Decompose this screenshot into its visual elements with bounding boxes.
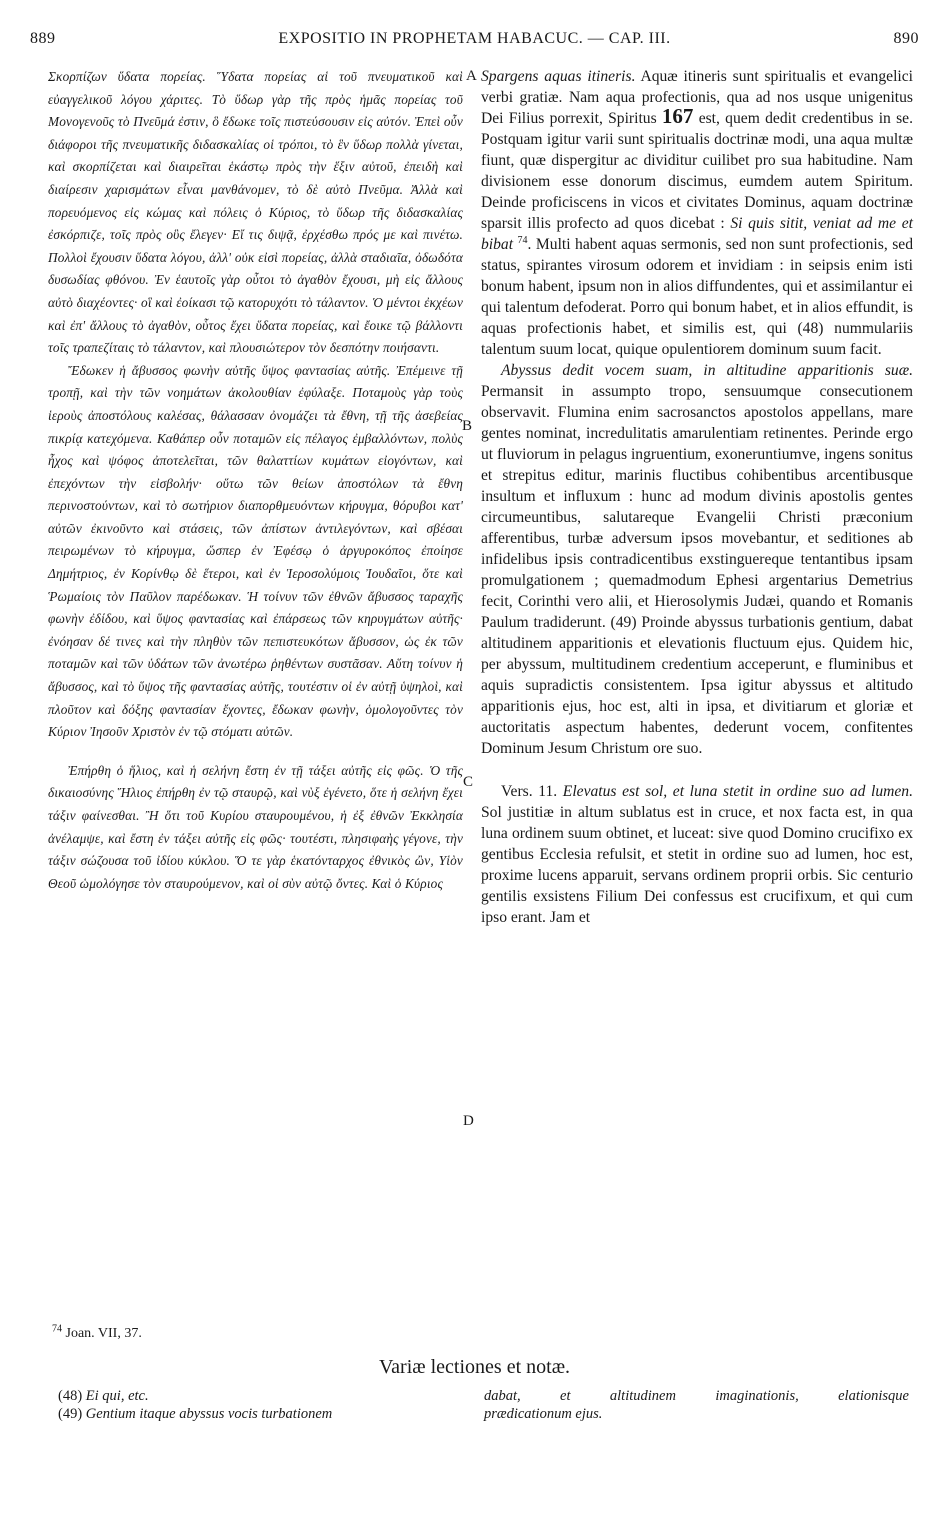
latin-paragraph [481,781,913,928]
running-header [30,30,919,56]
page-number-right: 890 [893,30,919,47]
latin-paragraph [481,360,913,759]
latin-text: Sol justitiæ in altum sublatus est in cruce, et nox facta est, in qua luna ordinem suum obtinet, et luceat: sive quod Domino crucifixo ex gentibus Ecclesia refulsit, et stetit in ordine suo ad lumen, hoc est, proxime lucens apparuit, servans ordinem proprii orbis. Sic centurio gentilis exsistens Filium Dei confessus est crucifixum, et qui cum ipso erant. Jam et [481,804,913,926]
footnote-ref: 74 [517,234,528,246]
margin-marker-b: B [462,418,473,434]
latin-text: . Multi habent aquas sermonis, sed non sunt profectionis, sed status, spirantes virosum odorem et invidiam : in seipsis enim isti bonum habent, ipsum non in alios diffundentes, qui et assimilantur ei qui talentum defoderat. Porro qui bonum habet, et in alios effundit, is aquas profectionis habet, et similis est, qui (48) nummulariis talentum suum locat, quique opulentiorem dominum suum facit. [481,236,913,358]
note-number: (49) [58,1406,83,1422]
latin-quote: Si quis sitit, veniat ad me et bibat [481,215,913,253]
greek-paragraph: Ἔδωκεν ἡ ἄβυσσος φωνὴν αὐτῆς ὕψος φαντασίας αὐτῆς. Ἐπέμεινε τῇ τροπῇ, καὶ τὴν τῶν νοημάτων ἀκολουθίαν ἐφύλαξε. Ποταμοὺς γὰρ τοὺς ἱεροὺς ἀποστόλους καλέσας, θάλασσαν ὀνομάζει τὰ ἔθνη, τῇ τῆς ἀσεβείας πικρίᾳ κατεχόμενα. Καθάπερ οὖν ποταμῶν εἰς πέλαγος ἐμβαλλόντων, πολὺς ἦχος καὶ ψόφος ἀποτελεῖται, τῶν θαλαττίων κυμάτων εἰογόντων, καὶ ἐπεχόντων τὴν εἰσβολήν· οὕτω τῶν θείων ἀποστόλων τὰ ἔθνη περινοστούντων, καὶ τὸ σωτήριον διαπορθμευόντων κήρυγμα, θόρυβοι κατ' αὐτῶν ἐκινοῦντο καὶ στάσεις, τῶν ἀπίστων ἀντιλεγόντων, καὶ σβέσαι πειρωμένων τὸ κήρυγμα, ὥσπερ ἐν Ἐφέσῳ ὁ ἀργυροκόπος ἐποίησε Δημήτριος, ἐν Κορίνθῳ δὲ ἕτεροι, καὶ ἐν Ἱεροσολύμοις Ἰουδαῖοι, ὅτε καὶ Ῥωμαίοις τὸν Παῦλον παρέδωκαν. Ἡ τοίνυν τῶν ἐθνῶν ἄβυσσος ταραχῆς φωνὴν ἐδίδου, καὶ ὕψος φαντασίας καὶ ἐπάρσεως τῶν κηρυγμάτων αὐτῆς· ἐνόησαν δέ τινες καὶ τὴν πληθὺν τῶν πεπιστευκότων ἄβυσσον, ὡς ἐκ τῶν ποταμῶν καὶ τῶν ὑδάτων τῶν ἀνωτέρω ῥηθέντων συστᾶσαν. Αὕτη τοίνυν ἡ ἄβυσσος, καὶ τὸ ὕψος τῆς φαντασίας αὐτῆς, τουτέστιν οἱ ἐν αὐτῇ ὑψηλοὶ, καὶ πλοῦτον καὶ δόξης φαντασίαν ἔχοντες, ἔδωκαν φωνὴν, ὁμολογοῦντες τὸν Κύριον Ἰησοῦν Χριστὸν ἐν τῷ στόματι αὐτῶν. [48,362,463,740]
greek-column [48,66,463,895]
note-text: Gentium itaque abyssus vocis turbationem [85,1406,333,1422]
note-continuation: dabat, et altitudinem imaginationis, elationisque [484,1388,909,1404]
note-49 [58,1405,332,1423]
page-number-left: 889 [30,30,56,47]
note-text: Ei qui, etc. [85,1388,149,1404]
footnote-text: Joan. VII, 37. [62,1326,142,1341]
latin-lemma: Elevatus est sol, et luna stetit in ordine suo ad lumen. [562,783,913,800]
latin-text: Aquæ itineris sunt spiritualis et evangelici verbi gratiæ. Nam aqua profectionis, qua ad nos usque unigenitus Dei Filius porrexit, Spiritus [481,68,913,127]
footnote-number: 74 [52,1323,62,1335]
note-48 [58,1387,149,1405]
latin-paragraph [481,66,913,360]
verse-label: Vers. 11. [501,783,558,800]
latin-text: est, quem dedit credentibus in se. Postquam igitur varii sunt spiritualis doctrinæ modi, una aqua multæ fiunt, quæ dispergitur ac dividitur cuilibet pro sua habitudine. Nam divisionem esse donorum discimus, eumdem autem Spiritum. Deinde proficiscens in vicos et civitates Dominus, aquam doctrinæ sparsit illis profecto ad quos dicebat : [481,110,913,232]
greek-paragraph: Σκορπίζων ὕδατα πορείας. Ὕδατα πορείας αἱ τοῦ πνευματικοῦ καὶ εὐαγγελικοῦ λόγου χάριτες. Τὸ ὕδωρ γὰρ τῆς πρὸς ἡμᾶς πορείας τοῦ Μονογενοῦς τὸ Πνεῦμά ἐστιν, ὃ ἔδωκε τοῖς πιστεύσουσιν εἰς αὐτόν. Ἐπεὶ οὖν διάφοροι τῆς πνευματικῆς διδασκαλίας οἱ τρόποι, τὸ ἓν ὕδωρ πολλὰ γίνεται, καὶ σκορπίζεται καὶ διαιρεῖται ἑκάστῳ πρὸς τὴν ἕξιν αὐτοῦ, ἐπειδὴ καὶ διαίρεσιν χαρισμάτων εἶναι μανθάνομεν, τὸ δὲ αὐτὸ Πνεῦμα. Ἀλλὰ καὶ πορευόμενος εἰς κώμας καὶ πόλεις ὁ Κύριος, τὸ ὕδωρ τῆς διδασκαλίας ἐσκόρπιζε, τοῖς πρὸς οὓς ἔλεγεν· Εἴ τις διψᾷ, ἐρχέσθω πρός με καὶ πινέτω. Πολλοὶ ἔχουσιν ὕδατα λόγου, ἀλλ' οὐκ εἰσὶ πορείας, ἀλλὰ σταδιαῖα, ὀδωδότα δυσωδίας φθόνου. Ἐν ἑαυτοῖς γὰρ οὗτοι τὸ ἀγαθὸν ἔχουσι, μὴ εἰς ἄλλους αὐτὸ διαχέοντες· οἳ καὶ ἐοίκασι τῷ κατορυχότι τὸ τάλαντον. Ὁ μέντοι ἐκχέων καὶ ἐπ' ἄλλους τὸ ἀγαθὸν, οὗτος ἔχει ὕδατα πορείας, καὶ ἔοικε τῷ βάλλοντι τοῖς τραπεζίταις τὸ τάλαντον, καὶ πλουσιώτερον τὸν δεσπότην ποιήσαντι. [48,69,463,356]
greek-paragraph: Ἐπήρθη ὁ ἥλιος, καὶ ἡ σελήνη ἔστη ἐν τῇ τάξει αὐτῆς εἰς φῶς. Ὁ τῆς δικαιοσύνης Ἥλιος ἐπήρθη ἐν τῷ σταυρῷ, καὶ νὺξ ἐγένετο, ὅτε ἡ σελήνη ἔχει τάξιν φαίνεσθαι. Ἢ ὅτι τοῦ Κυρίου σταυρουμένου, ἡ ἐξ ἐθνῶν Ἐκκλησία ἀνέλαμψε, καὶ ἔστη ἐν τάξει αὐτῆς εἰς φῶς· τουτέστι, πλησιφαὴς γέγονε, τὴν τάξιν σώζουσα τοῦ ἰδίου κύκλου. Ὅ τε γὰρ ἑκατόνταρχος ἐθνικὸς ὢν, Υἱὸν Θεοῦ ὡμολόγησε τὸν σταυρούμενον, καὶ οἱ σὺν αὐτῷ ὄντες. Καὶ ὁ Κύριος [48,762,463,891]
notes-title: Variæ lectiones et notæ. [378,1356,571,1378]
margin-marker-a: A [466,68,477,84]
margin-marker-d: D [463,1113,474,1129]
running-title: EXPOSITIO IN PROPHETAM HABACUC. — CAP. III. [278,30,671,47]
note-number: (48) [58,1388,83,1404]
footnote [52,1323,142,1342]
latin-text: Permansit in assumpto tropo, sensuumque consecutionem observavit. Flumina enim sacrosanctos apostolos appellans, mare gentes nominat, incredulitatis amarulentiam retinentes. Perinde ergo ut fluviorum in pelagus ingruentium, exoneruntiumve, ingens sonitus et strepitus editur, marinis fluctibus cohibentibus arcentibusque insultum et influxum : hunc ad modum divinis apostolis gentes circumeuntibus, salutareque Evangelii Christi præconium afferentibus, turbæ adversum ipsos movebantur, et seditiones ab infidelibus ipsis contradicentibus exstinguereque tentantibus ipsam promulgationem ; quemadmodum Ephesi argentarius Demetrius fecit, Corinthi vero alii, et Hierosolymis Judæi, quando et Romanis Paulum tradiderunt. (49) Proinde abyssus turbationis gentium, dabat altitudinem apparitionis et elevationis fluctuum ejus. Quidem hic, per abyssum, multitudinem credentium acceperunt, e fluminibus et aquis supradictis consistentem. Ipsa igitur abyssus et altitudo apparitionis ejus, hoc est, alti in ipsa, et divitiarum et gloriæ et auctoritatis aspectum habentes, dederunt vocem, confitentes Dominum Jesum Christum ore suo. [481,383,913,757]
latin-lemma: Abyssus dedit vocem suam, in altitudine apparitionis suæ. [501,362,913,379]
column-number: 167 [661,104,694,128]
latin-lemma: Spargens aquas itineris. [481,68,636,85]
latin-column [481,66,913,928]
note-continuation: prædicationum ejus. [484,1406,603,1422]
margin-marker-c: C [463,774,474,790]
